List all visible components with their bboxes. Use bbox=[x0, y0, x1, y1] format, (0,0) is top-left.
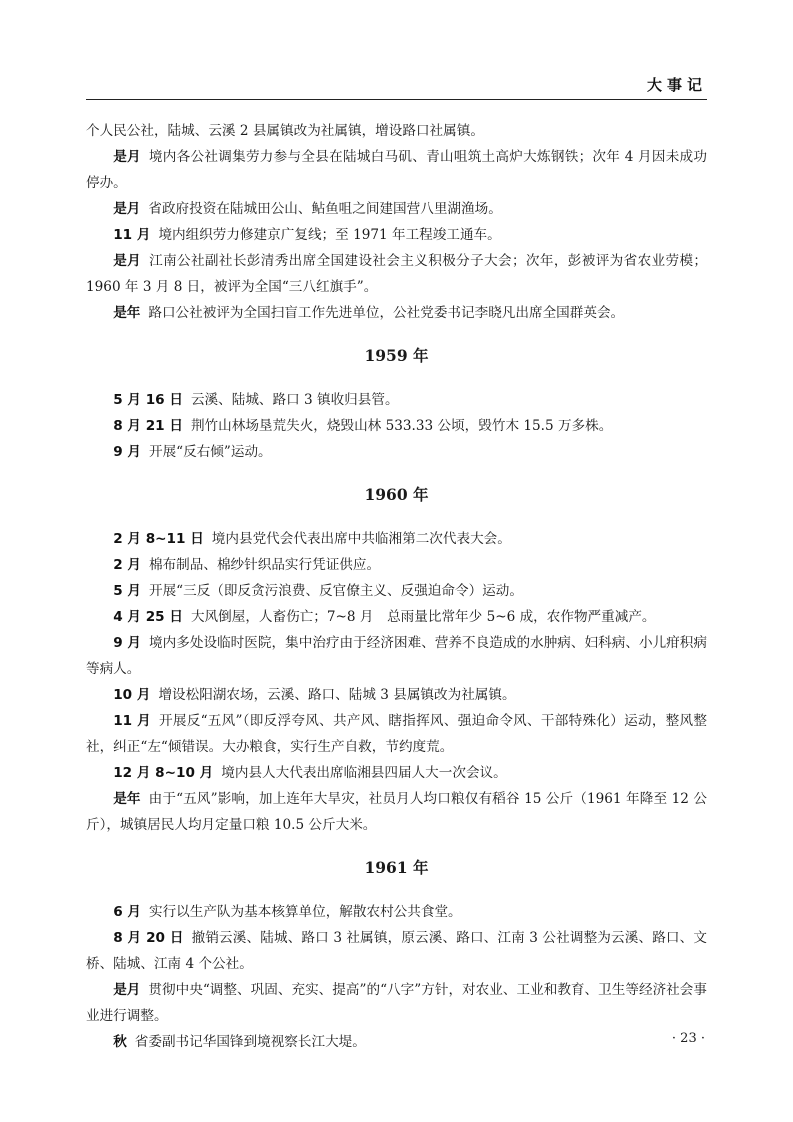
entry-date-label: 是月 bbox=[113, 982, 141, 998]
entry-paragraph bbox=[86, 682, 707, 708]
entry-paragraph bbox=[86, 578, 707, 604]
entry-text: 境内各公社调集劳力参与全县在陆城白马矶、青山咀筑土高炉大炼钢铁；次年 4 月因未成功停办。 bbox=[86, 149, 708, 191]
entry-text: 开展反“五风”（即反浮夸风、共产风、瞎指挥风、强迫命令风、干部特殊化）运动，整风整社，纠正“左“倾错误。大办粮食，实行生产自救，节约度荒。 bbox=[86, 713, 707, 755]
entry-text: 由于“五风”影响，加上连年大旱灾，社员月人均口粮仅有稻谷 15 公斤（1961 年降至 12 公斤），城镇居民人均月定量口粮 10.5 公斤大米。 bbox=[86, 791, 707, 833]
entry-text: 个人民公社，陆城、云溪 2 县属镇改为社属镇，增设路口社属镇。 bbox=[86, 123, 484, 139]
entry-date-label: 9 月 bbox=[113, 635, 142, 651]
year-heading-1960: 1960 年 bbox=[364, 485, 429, 504]
entry-paragraph bbox=[86, 760, 707, 786]
entry-text: 境内组织劳力修建京广复线；至 1971 年工程竣工通车。 bbox=[158, 227, 501, 243]
entry-paragraph bbox=[86, 387, 707, 413]
page-number: · 23 · bbox=[671, 1031, 705, 1046]
entry-date-label: 2 月 bbox=[113, 557, 141, 573]
entry-paragraph bbox=[86, 222, 707, 248]
entry-paragraph bbox=[86, 439, 707, 465]
entry-paragraph bbox=[86, 144, 707, 196]
entry-date-label: 8 月 21 日 bbox=[113, 418, 183, 434]
entry-paragraph bbox=[86, 708, 707, 760]
entry-date-label: 2 月 8~11 日 bbox=[113, 531, 204, 547]
entry-date-label: 5 月 bbox=[113, 583, 141, 599]
entry-paragraph bbox=[86, 413, 707, 439]
entry-date-label: 9 月 bbox=[113, 444, 141, 460]
entry-date-label: 5 月 16 日 bbox=[113, 392, 183, 408]
entry-paragraph bbox=[86, 604, 707, 630]
entry-date-label: 11 月 bbox=[113, 713, 151, 729]
entry-text: 大风倒屋，人畜伤亡；7~8 月 总雨量比常年少 5~6 成，农作物严重减产。 bbox=[190, 609, 656, 625]
entry-paragraph bbox=[86, 300, 707, 326]
entry-paragraph bbox=[86, 526, 707, 552]
entry-date-label: 6 月 bbox=[113, 904, 141, 920]
entry-text: 荆竹山林场垦荒失火，烧毁山林 533.33 公顷，毁竹木 15.5 万多株。 bbox=[190, 418, 613, 434]
entry-date-label: 8 月 20 日 bbox=[113, 930, 184, 946]
entry-date-label: 秋 bbox=[113, 1034, 127, 1050]
entry-text: 境内多处设临时医院，集中治疗由于经济困难、营养不良造成的水肿病、妇科病、小儿疳积病等病人。 bbox=[86, 635, 707, 677]
year-heading-1959: 1959 年 bbox=[364, 346, 429, 365]
entry-text: 开展“三反（即反贪污浪费、反官僚主义、反强迫命令）运动。 bbox=[148, 583, 523, 599]
entry-paragraph bbox=[86, 786, 707, 838]
entry-date-label: 4 月 25 日 bbox=[113, 609, 183, 625]
entry-text: 开展“反右倾”运动。 bbox=[148, 444, 272, 460]
entry-paragraph bbox=[86, 977, 707, 1029]
entry-text: 省委副书记华国锋到境视察长江大堤。 bbox=[134, 1034, 366, 1050]
entry-date-label: 是月 bbox=[113, 253, 142, 269]
header-divider bbox=[86, 99, 707, 100]
entry-text: 增设松阳湖农场，云溪、路口、陆城 3 县属镇改为社属镇。 bbox=[158, 687, 516, 703]
entry-text: 棉布制品、棉纱针织品实行凭证供应。 bbox=[148, 557, 381, 573]
entry-date-label: 是月 bbox=[113, 201, 141, 217]
entry-text: 省政府投资在陆城田公山、鲇鱼咀之间建国营八里湖渔场。 bbox=[148, 201, 502, 217]
entry-paragraph bbox=[86, 925, 707, 977]
entry-text: 撤销云溪、陆城、路口 3 社属镇，原云溪、路口、江南 3 公社调整为云溪、路口、文桥、陆城、江南 4 个公社。 bbox=[86, 930, 707, 972]
entry-paragraph bbox=[86, 1029, 707, 1055]
entry-date-label: 12 月 8~10 月 bbox=[113, 765, 214, 781]
entry-date-label: 是年 bbox=[113, 305, 141, 321]
entry-paragraph bbox=[86, 630, 707, 682]
entry-text: 境内县党代会代表出席中共临湘第二次代表大会。 bbox=[211, 531, 511, 547]
entry-date-label: 10 月 bbox=[113, 687, 151, 703]
main-content bbox=[86, 118, 707, 1055]
entry-text: 境内县人大代表出席临湘县四届人大一次会议。 bbox=[221, 765, 507, 781]
entry-text: 贯彻中央“调整、巩固、充实、提高”的“八字”方针，对农业、工业和教育、卫生等经济社会事业进行调整。 bbox=[86, 982, 707, 1024]
entry-paragraph bbox=[86, 196, 707, 222]
entry-text: 路口公社被评为全国扫盲工作先进单位，公社党委书记李晓凡出席全国群英会。 bbox=[148, 305, 625, 321]
entry-text: 云溪、陆城、路口 3 镇收归县管。 bbox=[190, 392, 399, 408]
entry-text: 江南公社副社长彭清秀出席全国建设社会主义积极分子大会；次年，彭被评为省农业劳模；1960 年 3 月 8 日，被评为全国“三八红旗手”。 bbox=[86, 253, 708, 295]
entry-date-label: 是月 bbox=[113, 149, 141, 165]
entry-paragraph bbox=[86, 118, 707, 144]
entry-paragraph bbox=[86, 899, 707, 925]
entry-date-label: 11 月 bbox=[113, 227, 151, 243]
entry-paragraph bbox=[86, 552, 707, 578]
year-heading-1961: 1961 年 bbox=[364, 858, 429, 877]
entry-date-label: 是年 bbox=[113, 791, 141, 807]
entry-paragraph bbox=[86, 248, 707, 300]
running-header-title: 大事记 bbox=[646, 76, 707, 94]
entry-text: 实行以生产队为基本核算单位，解散农村公共食堂。 bbox=[148, 904, 462, 920]
